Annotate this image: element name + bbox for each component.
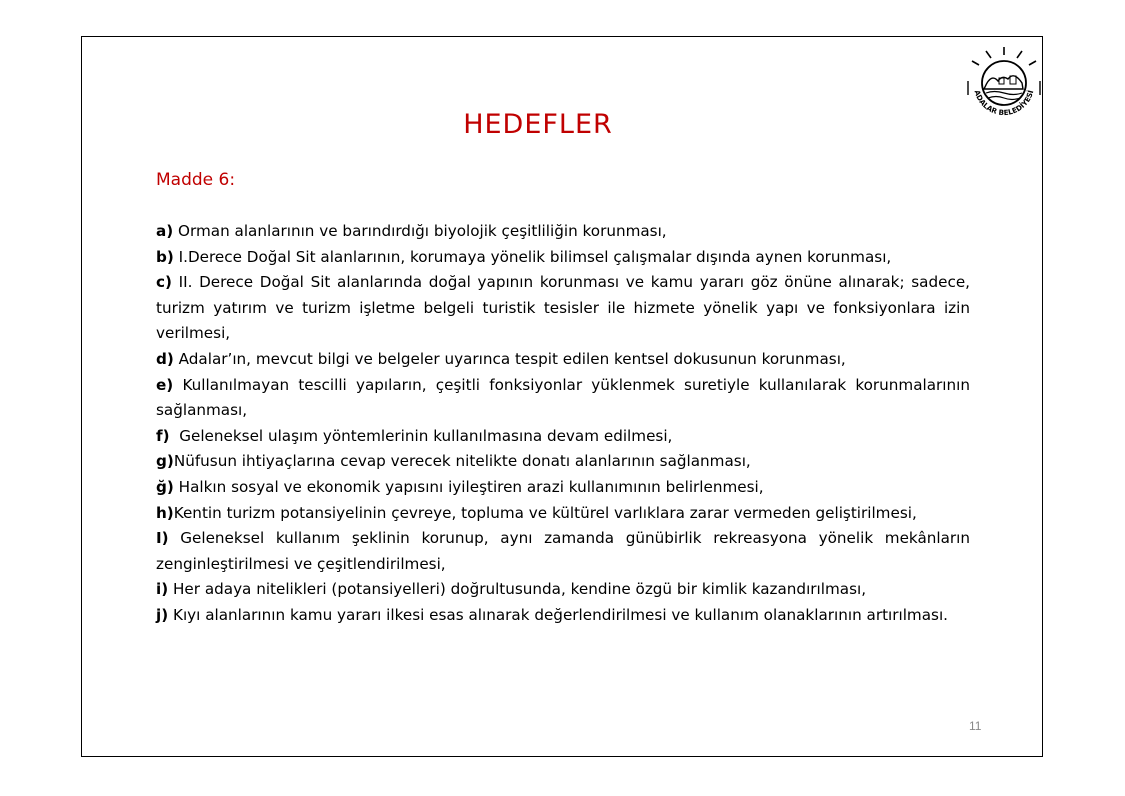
article-item-text: Kentin turizm potansiyelinin çevreye, topluma ve kültürel varlıklara zarar vermeden geliştirilmesi, xyxy=(173,503,917,522)
article-item-text: II. Derece Doğal Sit alanlarında doğal yapının korunması ve kamu yararı göz önüne alınarak; sadece, turizm yatırım ve turizm işletme belgeli turistik tesisler ile hizmete yönelik yapı ve fonksiyonlara izin verilmesi, xyxy=(156,273,975,343)
slide xyxy=(81,36,1043,757)
article-item xyxy=(156,526,975,577)
article-item xyxy=(156,475,970,501)
article-item xyxy=(156,373,975,424)
article-item-marker: e) xyxy=(156,375,174,394)
article-item-marker: h) xyxy=(156,503,174,522)
article-item-marker: I) xyxy=(156,529,169,548)
article-item-text: Halkın sosyal ve ekonomik yapısını iyileştiren arazi kullanımının belirlenmesi, xyxy=(173,477,764,496)
logo-text: ADALAR BELEDİYESİ xyxy=(972,89,1036,118)
article-item-marker: f) xyxy=(156,426,170,445)
article-item-marker: j) xyxy=(156,605,169,624)
article-item-marker: g) xyxy=(156,452,174,471)
article-item xyxy=(156,603,970,629)
page-number: 11 xyxy=(969,719,982,733)
article-item-text: Kıyı alanlarının kamu yararı ilkesi esas alınarak değerlendirilmesi ve kullanım olanaklarının artırılması. xyxy=(168,605,948,624)
article-item-text: Adalar’ın, mevcut bilgi ve belgeler uyarınca tespit edilen kentsel dokusunun korunması, xyxy=(173,349,846,368)
article-item-marker: a) xyxy=(156,222,174,240)
article-item xyxy=(156,424,970,450)
article-item-text: Her adaya nitelikleri (potansiyelleri) doğrultusunda, kendine özgü bir kimlik kazandırılması, xyxy=(168,580,867,599)
article-item-text: Geleneksel kullanım şeklinin korunup, aynı zamanda günübirlik rekreasyona yönelik mekânların zenginleştirilmesi ve çeşitlendirilmesi, xyxy=(156,529,975,573)
page-title: HEDEFLER xyxy=(463,109,613,140)
article-item xyxy=(156,501,970,527)
article-item-marker: c) xyxy=(156,273,172,292)
article-item xyxy=(156,270,975,347)
article-item-text: Kullanılmayan tescilli yapıların, çeşitli fonksiyonlar yüklenmek suretiyle kullanılarak korunmalarının sağlanması, xyxy=(156,375,975,420)
article-item-text: Orman alanlarının ve barındırdığı biyolojik çeşitliliğin korunması, xyxy=(173,222,667,240)
article-list xyxy=(156,219,975,629)
article-item-marker: ğ) xyxy=(156,477,174,496)
article-item-text: Geleneksel ulaşım yöntemlerinin kullanılmasına devam edilmesi, xyxy=(169,426,673,445)
article-item-marker: d) xyxy=(156,349,174,368)
article-heading: Madde 6: xyxy=(156,170,236,190)
article-item-marker: i) xyxy=(156,580,169,599)
article-item xyxy=(156,347,970,373)
article-item xyxy=(156,219,970,245)
article-item xyxy=(156,449,970,475)
article-item-text: Nüfusun ihtiyaçlarına cevap verecek nitelikte donatı alanlarının sağlanması, xyxy=(173,452,751,471)
article-item xyxy=(156,245,970,271)
article-item xyxy=(156,577,970,603)
article-item-text: I.Derece Doğal Sit alanlarının, korumaya yönelik bilimsel çalışmalar dışında aynen korunması, xyxy=(173,247,892,266)
article-item-marker: b) xyxy=(156,247,174,266)
